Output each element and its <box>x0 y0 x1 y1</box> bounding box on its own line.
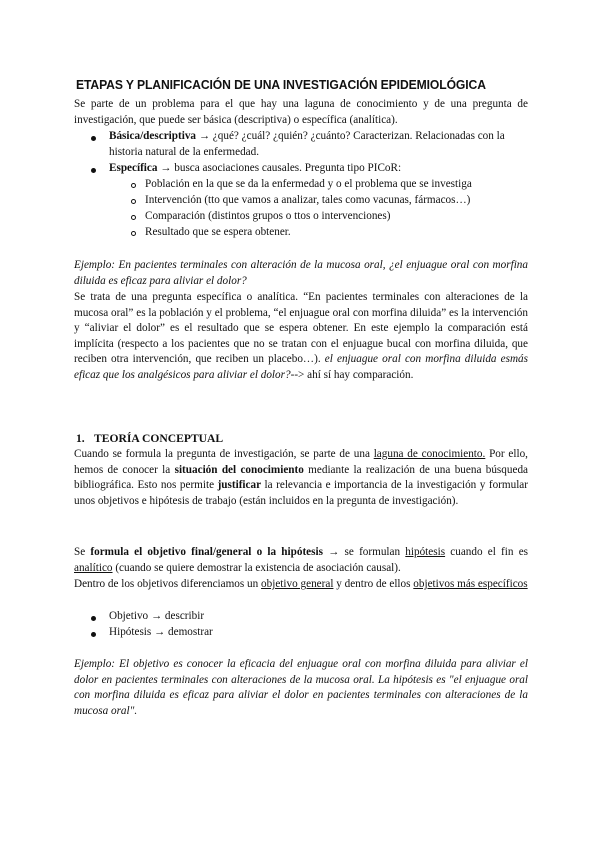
s1-underline: analítico <box>74 561 113 574</box>
bullet-dot <box>91 168 96 173</box>
s1-text: Por ello, hemos de conocer la <box>74 448 528 476</box>
example-objective: Ejemplo: El objetivo es conocer la eficacia del enjuague oral con morfina diluida para aliviar el dolor en pacientes terminales con alteraciones de la mucosa oral. La hipótesis es "el enjuague oral con morfina diluida es eficaz para aliviar el dolor en pacientes terminales con alteraciones de la mucosa oral". <box>74 658 528 717</box>
s1-text: Se <box>74 546 91 558</box>
explanation-text: Se trata de una pregunta específica o analítica. “En pacientes terminales con alteraciones de la mucosa oral” es la población y el problema, “el enjuague oral con morfina diluida” es la intervención y “aliviar el dolor” es el resultado que se espera obtener. En este ejemplo la comparación está implícita (respecto a los pacientes que no se tratan con el enjuague bucal con morfina diluida, que reciben otra intervención, que reciben un placebo…). <box>74 291 528 366</box>
s1-underline: laguna de conocimiento. <box>373 448 486 460</box>
hypothesis-bullet: Hipótesis → demostrar <box>109 626 213 638</box>
page-title: ETAPAS Y PLANIFICACIÓN DE UNA INVESTIGACIÓN EPIDEMIOLÓGICA <box>76 77 486 92</box>
example-question: Ejemplo: En pacientes terminales con alteración de la mucosa oral, ¿el enjuague oral con morfina diluida es eficaz para aliviar el dolor? <box>74 259 528 287</box>
bullet-basic-text: → ¿qué? ¿cuál? ¿quién? ¿cuánto? Caracterizan. Relacionadas con la historia natural de la enfermedad. <box>109 130 505 158</box>
bullet-specific-text: → busca asociaciones causales. Pregunta tipo PICoR: <box>157 162 402 174</box>
s1-text: → se formulan <box>322 546 406 558</box>
picor-item: Resultado que se espera obtener. <box>145 226 291 238</box>
s1-text: la relevancia e importancia de la investigación y formular unos objetivos e hipótesis de trabajo (están incluidos en la pregunta de investigación). <box>74 479 528 507</box>
s1-text: Dentro de los objetivos diferenciamos un <box>74 578 262 590</box>
bullet-specific-label: Específica <box>109 162 158 174</box>
s1-text: y dentro de ellos <box>333 578 414 590</box>
section1-paragraph1 <box>74 447 528 509</box>
intro-paragraph: Se parte de un problema para el que hay una laguna de conocimiento y de una pregunta de investigación, que puede ser básica (descriptiva) o específica (analítica). <box>74 98 528 126</box>
s1-text: cuando el fin es <box>445 546 529 558</box>
picor-item: Población en la que se da la enfermedad y o el problema que se investiga <box>145 178 472 190</box>
s1-bold: formula el objetivo final/general o la hipótesis <box>90 546 323 558</box>
sub-bullet-circle <box>131 183 136 188</box>
bullet-specific <box>109 161 529 177</box>
explanation-italic: el enjuague oral con morfina diluida esmás eficaz que los analgésicos para aliviar el dolor? <box>74 353 528 381</box>
s1-text: (cuando se quiere demostrar la existencia de asociación causal). <box>112 561 401 574</box>
s1-underline: hipótesis <box>405 546 446 558</box>
picor-item: Intervención (tto que vamos a analizar, tales como vacunas, fármacos…) <box>145 194 471 206</box>
s1-text: Cuando se formula la pregunta de investigación, se parte de una <box>74 448 374 460</box>
s1-underline: objetivos más específicos <box>413 578 528 590</box>
bullet-basic-label: Básica/descriptiva <box>109 130 197 142</box>
section1-paragraph2 <box>74 545 528 576</box>
s1-underline: objetivo general <box>261 578 334 590</box>
bullet-basic <box>109 129 529 160</box>
section1-paragraph3 <box>74 577 528 593</box>
section-heading: TEORÍA CONCEPTUAL <box>94 432 224 445</box>
section-number: 1. <box>76 432 85 445</box>
picor-item: Comparación (distintos grupos o ttos o intervenciones) <box>145 210 391 222</box>
s1-bold: situación del conocimiento <box>174 463 304 476</box>
sub-bullet-circle <box>131 231 136 236</box>
bullet-dot <box>91 632 96 637</box>
s1-bold: justificar <box>217 479 262 492</box>
explanation-end: --> ahí sí hay comparación. <box>290 368 414 381</box>
s1-text: mediante la realización de una buena búsqueda bibliográfica. Esto nos permite <box>74 463 529 492</box>
bullet-dot <box>91 616 96 621</box>
sub-bullet-circle <box>131 199 136 204</box>
sub-bullet-circle <box>131 215 136 220</box>
explanation-paragraph <box>74 290 528 384</box>
objective-bullet: Objetivo → describir <box>109 610 205 622</box>
bullet-dot <box>91 136 96 141</box>
